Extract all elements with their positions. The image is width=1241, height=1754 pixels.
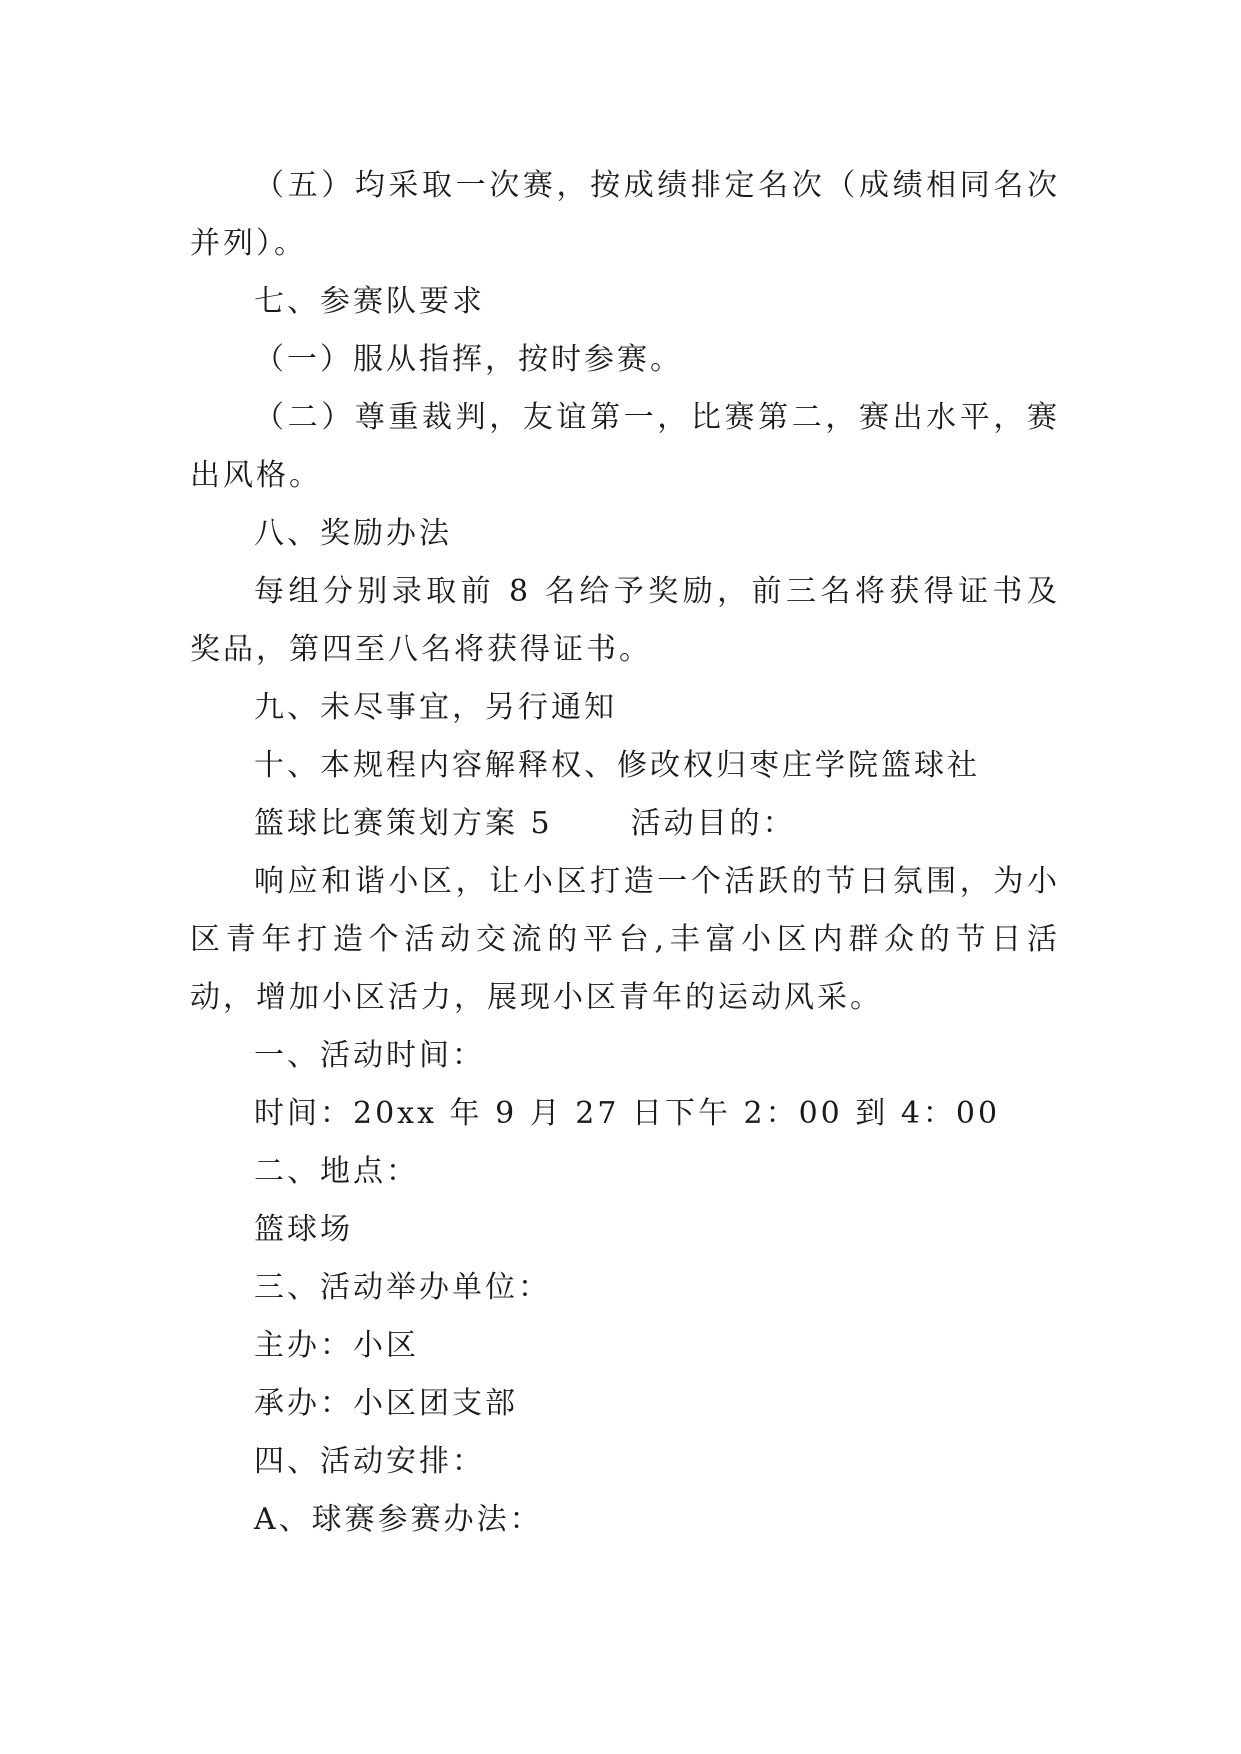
heading-activity-time: 一、活动时间： — [254, 1038, 485, 1073]
paragraph-rank-rule: （五）均采取一次赛，按成绩排定名次（成绩相同名次并列）。 — [190, 168, 1060, 261]
document-body — [190, 157, 1060, 1549]
heading-organizer: 三、活动举办单位： — [254, 1270, 551, 1305]
paragraph-reward-detail: 每组分别录取前 8 名给予奖励，前三名将获得证书及奖品，第四至八名将获得证书。 — [190, 574, 1060, 667]
section-heading — [190, 795, 1060, 853]
heading-other-matters: 九、未尽事宜，另行通知 — [254, 690, 617, 725]
paragraph-location-detail: 篮球场 — [254, 1212, 353, 1247]
paragraph-co-host: 承办：小区团支部 — [254, 1386, 518, 1421]
heading-reward-method: 八、奖励办法 — [254, 516, 452, 551]
heading-location: 二、地点： — [254, 1154, 419, 1189]
paragraph-respect-referee: （二）尊重裁判，友谊第一，比赛第二，赛出水平，赛出风格。 — [190, 400, 1060, 493]
paragraph-host: 主办：小区 — [254, 1328, 419, 1363]
paragraph-obey-command: （一）服从指挥，按时参赛。 — [254, 342, 683, 377]
heading-interpretation-right: 十、本规程内容解释权、修改权归枣庄学院篮球社 — [254, 748, 980, 783]
heading-team-requirements: 七、参赛队要求 — [254, 284, 485, 319]
section-subtitle: 活动目的： — [630, 806, 796, 841]
paragraph-game-rules: A、球赛参赛办法： — [254, 1502, 543, 1537]
heading-arrangement: 四、活动安排： — [254, 1444, 485, 1479]
section-title: 篮球比赛策划方案 5 — [254, 806, 553, 841]
paragraph-time-detail: 时间：20xx 年 9 月 27 日下午 2：00 到 4：00 — [254, 1096, 1001, 1131]
paragraph-purpose: 响应和谐小区，让小区打造一个活跃的节日氛围，为小区青年打造个活动交流的平台,丰富小区内群众的节日活动，增加小区活力，展现小区青年的运动风采。 — [190, 864, 1060, 1015]
